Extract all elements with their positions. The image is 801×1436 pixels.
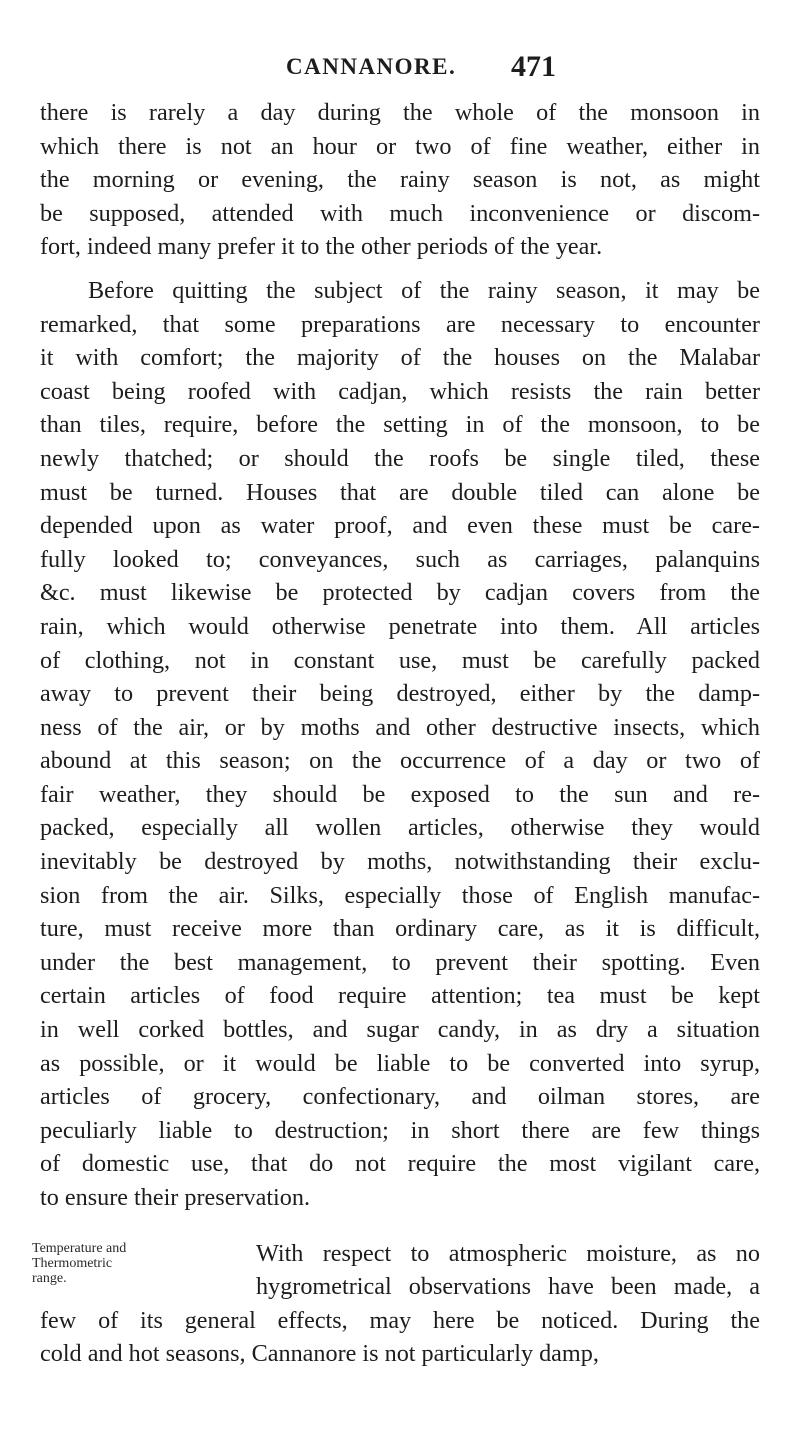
text-line: away to prevent their being destroyed, either by the damp- bbox=[40, 680, 760, 708]
text-line: depended upon as water proof, and even these must be care- bbox=[40, 512, 760, 540]
text-line: rain, which would otherwise penetrate into them. All articles bbox=[40, 612, 760, 640]
paragraph-continuation bbox=[40, 96, 760, 264]
body-text bbox=[32, 96, 760, 1371]
margin-note-line: range. bbox=[32, 1270, 67, 1286]
running-title: CANNANORE. bbox=[286, 54, 457, 79]
text-line: packed, especially all wollen articles, otherwise they would bbox=[40, 814, 760, 842]
text-line: as possible, or it would be liable to be converted into syrup, bbox=[40, 1049, 760, 1077]
text-line: hygrometrical observations have been made, a bbox=[256, 1273, 760, 1301]
text-line: it with comfort; the majority of the houses on the Malabar bbox=[40, 344, 760, 372]
margin-note-line: Thermometric bbox=[32, 1255, 113, 1271]
text-line: articles of grocery, confectionary, and oilman stores, are bbox=[40, 1083, 760, 1111]
text-line: &c. must likewise be protected by cadjan covers from the bbox=[40, 579, 760, 607]
text-line: cold and hot seasons, Cannanore is not particularly damp, bbox=[40, 1340, 599, 1368]
text-line: fort, indeed many prefer it to the other periods of the year. bbox=[40, 233, 603, 261]
running-head bbox=[40, 50, 760, 86]
text-line: ness of the air, or by moths and other destructive insects, which bbox=[40, 713, 760, 741]
text-line: be supposed, attended with much inconvenience or discom- bbox=[40, 199, 760, 227]
text-line: there is rarely a day during the whole of the monsoon in bbox=[40, 99, 760, 126]
margin-note-line: Temperature and bbox=[32, 1240, 127, 1256]
text-line: sion from the air. Silks, especially those of English manufac- bbox=[40, 881, 760, 909]
text-line: to ensure their preservation. bbox=[40, 1184, 310, 1211]
text-line: than tiles, require, before the setting in of the monsoon, to be bbox=[40, 411, 760, 439]
text-line: certain articles of food require attention; tea must be kept bbox=[40, 982, 760, 1010]
text-line: the morning or evening, the rainy season is not, as might bbox=[40, 166, 760, 194]
text-line: of clothing, not in constant use, must be carefully packed bbox=[40, 646, 760, 674]
text-line: must be turned. Houses that are double tiled can alone be bbox=[40, 478, 760, 506]
text-line: in well corked bottles, and sugar candy, in as dry a situation bbox=[40, 1016, 760, 1044]
text-line: which there is not an hour or two of fine weather, either in bbox=[40, 132, 760, 160]
text-line: fully looked to; conveyances, such as carriages, palanquins bbox=[40, 545, 760, 573]
text-line: newly thatched; or should the roofs be single tiled, these bbox=[40, 444, 760, 472]
text-line: remarked, that some preparations are necessary to encounter bbox=[40, 310, 760, 338]
text-line: few of its general effects, may here be noticed. During the bbox=[40, 1306, 760, 1334]
text-line: inevitably be destroyed by moths, notwithstanding their exclu- bbox=[40, 848, 760, 876]
text-line: Before quitting the subject of the rainy season, it may be bbox=[88, 276, 760, 304]
text-line: fair weather, they should be exposed to the sun and re- bbox=[40, 780, 760, 808]
paragraph-moisture bbox=[32, 1237, 760, 1371]
text-line: abound at this season; on the occurrence of a day or two of bbox=[40, 747, 760, 775]
text-line: under the best management, to prevent their spotting. Even bbox=[40, 948, 760, 976]
page-number: 471 bbox=[511, 50, 556, 83]
text-line: of domestic use, that do not require the most vigilant care, bbox=[40, 1150, 760, 1178]
text-line: With respect to atmospheric moisture, as no bbox=[256, 1239, 760, 1267]
text-line: ture, must receive more than ordinary care, as it is difficult, bbox=[40, 915, 760, 943]
text-line: peculiarly liable to destruction; in short there are few things bbox=[40, 1116, 760, 1144]
text-line: coast being roofed with cadjan, which resists the rain better bbox=[40, 377, 760, 405]
paragraph-preparations bbox=[40, 274, 760, 1215]
margin-note bbox=[32, 1241, 126, 1286]
